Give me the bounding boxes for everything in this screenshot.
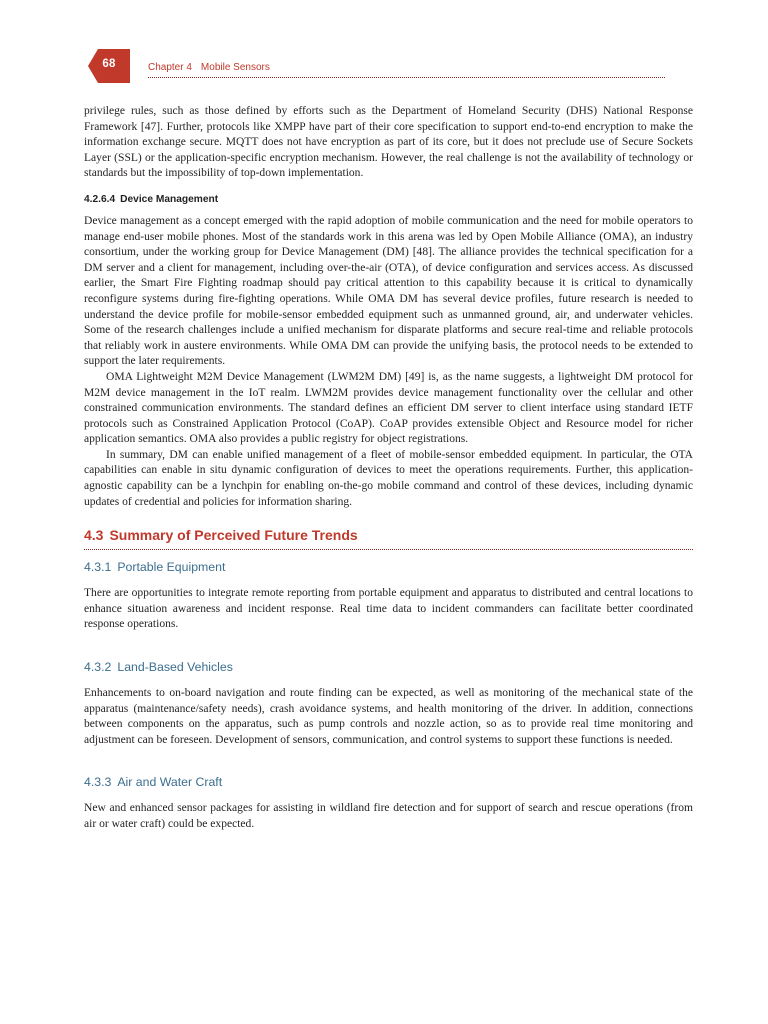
- device-management-paragraph-1: Device management as a concept emerged with the rapid adoption of mobile communication and the need for mobile operators to manage end-user mobile phones. Most of the standards work in this arena was led by Open Mobile Alliance (OMA), an industry consortium, under the working group for Device Management (DM) [48]. The alliance provides the technical specification for a DM server and a client for management, including over-the-air (OTA), of device configuration and services access. As discussed earlier, the Smart Fire Fighting roadmap should pay critical attention to this capability because it is critical to dynamically reconfigure systems during fire-fighting operations. While OMA DM has several device profiles, future research is needed to understand the device profile for mobile-sensor embedded equipment such as unmanned ground, air, and underwater vehicles. Some of the research challenges include a unified mechanism for disparate platforms and secure real-time and reliable protocols that reliably work in austere environments. While OMA DM can provide the unifying basis, the protocol needs to be extended to support the later requirements.: [84, 214, 693, 368]
- device-management-heading: [84, 194, 693, 205]
- page-content: [84, 104, 693, 833]
- land-vehicles-paragraph: Enhancements to on-board navigation and route finding can be expected, as well as monitoring of the mechanical state of the apparatus (maintenance/safety needs), crash avoidance systems, and health monitoring of the driver. In addition, connections between components on the apparatus, such as pump controls and nozzle action, so as to provide real time monitoring and adjustment can be foreseen. Development of sensors, communication, and control systems to support these functions is needed.: [84, 687, 693, 746]
- air-water-craft-paragraph: New and enhanced sensor packages for assisting in wildland fire detection and for support of search and rescue operations (from air or water craft) could be expected.: [84, 802, 693, 830]
- land-vehicles-heading: [84, 660, 693, 674]
- subsection-number: 4.3.2: [84, 660, 112, 675]
- running-head: [148, 62, 270, 73]
- summary-section-heading: [84, 527, 693, 550]
- chapter-title: Mobile Sensors: [200, 62, 270, 73]
- spacer: [84, 633, 693, 650]
- device-management-paragraph-3: In summary, DM can enable unified management of a fleet of mobile-sensor embedded equipment. In particular, the OTA capabilities can enable in situ dynamic configuration of devices to meet the operations requirements. Further, this application-agnostic capability can be a lynchpin for enabling on-the-go mobile command and control of these devices, including dynamic updates of credential and policies for information sharing.: [84, 448, 693, 508]
- spacer: [84, 748, 693, 765]
- heading-title: Device Management: [120, 193, 219, 205]
- subsection-title: Portable Equipment: [117, 560, 226, 575]
- heading-number: 4.2.6.4: [84, 193, 116, 205]
- portable-equipment-heading: [84, 560, 693, 574]
- subsection-number: 4.3.1: [84, 560, 112, 575]
- chapter-label: Chapter 4: [148, 62, 192, 73]
- subsection-title: Air and Water Craft: [117, 775, 223, 790]
- section-title: Summary of Perceived Future Trends: [109, 527, 358, 544]
- page-number: 68: [102, 58, 116, 70]
- subsection-title: Land-Based Vehicles: [117, 660, 233, 675]
- device-management-paragraph-2: OMA Lightweight M2M Device Management (LWM2M DM) [49] is, as the name suggests, a lightweight DM protocol for M2M device management in the IoT realm. LWM2M provides device management functionality over the cellular and other constrained communication environments. The standard defines an efficient DM server to client interface using standard IETF protocols such as Constrained Application Protocol (CoAP). CoAP provides extensible Object and Resource model for richer application semantics. OMA also provides a public registry for object registrations.: [84, 370, 693, 446]
- intro-paragraph: privilege rules, such as those defined by efforts such as the Department of Homeland Security (DHS) National Response Framework [47]. Further, protocols like XMPP have part of their core specification to support end-to-end encryption to make the information exchange secure. MQTT does not have encryption as part of its core, but it does not preclude use of Secure Sockets Layer (SSL) or the application-specific encryption mechanism. However, the real challenge is not the availability of technology or standards but the impossibility of top-down implementation.: [84, 105, 693, 180]
- portable-equipment-paragraph: There are opportunities to integrate remote reporting from portable equipment and apparatus to distributed and central locations to enhance situation awareness and incident response. Real time data to incident commanders can facilitate better coordinated response operations.: [84, 587, 693, 631]
- header-divider: [148, 77, 665, 78]
- subsection-number: 4.3.3: [84, 775, 112, 790]
- page-header: [0, 0, 768, 80]
- section-number: 4.3: [84, 527, 104, 544]
- air-water-craft-heading: [84, 775, 693, 789]
